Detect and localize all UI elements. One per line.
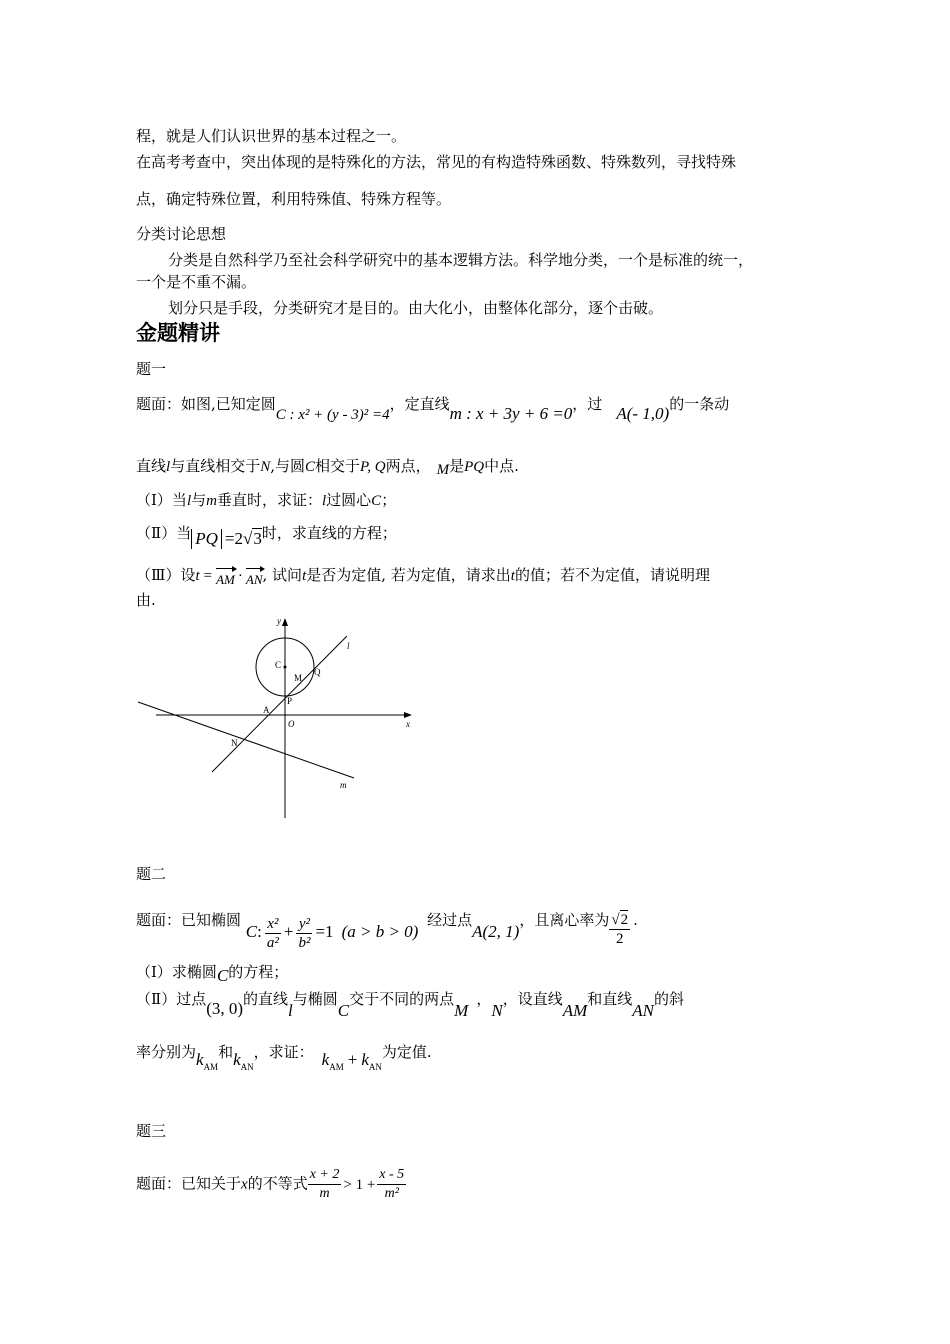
math-pq: PQ — [464, 459, 485, 475]
q1-line-2 — [136, 456, 519, 477]
subscript: AM — [203, 1062, 219, 1072]
vector-an: AN — [246, 568, 263, 590]
text: 相交于 — [315, 457, 361, 475]
numerator: x + 2 — [308, 1166, 342, 1185]
math-m: M — [436, 462, 450, 478]
label-l: l — [347, 641, 350, 651]
geometry-figure — [136, 612, 426, 822]
text: 率分别为 — [136, 1043, 197, 1061]
math-gt: > 1 + — [343, 1176, 376, 1193]
text: ，且离心率为 — [519, 911, 610, 929]
math-m: M — [454, 1001, 469, 1020]
math-am: AM — [562, 1001, 588, 1020]
denominator: b² — [298, 934, 311, 951]
text: 和直线 — [587, 990, 633, 1008]
point-a: A(- 1,0) — [616, 404, 670, 423]
math-c: C — [337, 1001, 350, 1020]
text: . — [633, 911, 638, 929]
point-a: A(2, 1) — [472, 922, 520, 941]
fraction-x-minus-5-over-m2 — [377, 1166, 406, 1203]
para1-line-1: 分类是自然科学乃至社会科学研究中的基本逻辑方法。科学地分类，一个是标准的统一， — [168, 251, 754, 269]
label-y: y — [277, 616, 281, 626]
numerator: x - 5 — [377, 1166, 406, 1185]
text: 的直线 — [243, 990, 289, 1008]
denominator: 2 — [615, 931, 624, 947]
fraction-x2-a2 — [265, 915, 281, 952]
math-l: l — [288, 1001, 293, 1020]
label-a: A — [263, 705, 270, 715]
math-c: C — [305, 459, 316, 475]
q2-label: 题二 — [136, 865, 167, 883]
q2-part-2 — [136, 989, 685, 1020]
subscript: AN — [368, 1062, 382, 1072]
fraction-y2-b2 — [296, 915, 312, 952]
numerator: y² — [296, 915, 312, 934]
text: 直线 — [136, 457, 167, 475]
math-plus: + — [283, 922, 294, 941]
math-t: t — [510, 568, 515, 584]
math-k: k — [361, 1050, 369, 1069]
q2-part-1 — [136, 962, 289, 985]
text: 垂直时，求证： — [216, 491, 322, 509]
math-n: N — [260, 459, 271, 475]
text: （Ⅰ）当 — [136, 491, 187, 509]
math-k: k — [321, 1050, 330, 1069]
math-eq: =1 — [315, 922, 334, 941]
vector-am: AM — [216, 568, 235, 590]
k-an-sum — [361, 1050, 382, 1072]
text: 中点. — [484, 457, 519, 475]
condition: (a > b > 0) — [341, 922, 419, 941]
denominator: m² — [384, 1186, 399, 1201]
subscript: AM — [329, 1062, 344, 1072]
math-dot: · — [237, 568, 243, 584]
text: 时，求直线的方程； — [261, 524, 397, 542]
q1-part-1 — [136, 490, 396, 511]
para1-line-2: 一个是不重不漏。 — [136, 273, 257, 291]
math-x: x — [241, 1176, 248, 1193]
math-c: C — [216, 966, 229, 985]
point-3-0: (3, 0) — [206, 999, 244, 1018]
label-o: O — [288, 719, 295, 729]
math-t: t — [195, 568, 200, 584]
fraction-sqrt2-2: $\frac{√2}{2}$ — [611, 912, 629, 947]
label-m: m — [340, 780, 347, 790]
math-c: C — [245, 922, 258, 941]
subscript: AN — [240, 1062, 254, 1072]
intro-line-2: 在高考考查中，突出体现的是特殊化的方法，常见的有构造特殊函数、特殊数列，寻找特殊 — [136, 153, 737, 171]
text: 与 — [191, 491, 207, 509]
denominator: m — [319, 1186, 330, 1201]
line-m — [138, 702, 354, 778]
text: 的斜 — [654, 990, 685, 1008]
label-x: x — [406, 719, 410, 729]
q1-stem-mid2: ，过 — [572, 395, 603, 413]
text: 题面：已知关于 — [136, 1174, 242, 1193]
q1-label: 题一 — [136, 360, 167, 378]
text: 题面：已知椭圆 — [136, 911, 242, 929]
math-k: k — [233, 1050, 241, 1069]
label-c: C — [275, 660, 282, 670]
label-n: N — [231, 738, 238, 748]
text: 经过点 — [427, 911, 473, 929]
math-colon: : — [257, 922, 262, 941]
fraction-x-plus-2-over-m — [308, 1166, 342, 1203]
q1-part-3-end: 由. — [136, 591, 156, 609]
k-am — [196, 1050, 219, 1072]
text: 两点， — [385, 457, 431, 475]
text: （Ⅲ）设 — [136, 566, 196, 584]
math-pq: P, Q — [360, 459, 386, 475]
text: 为定值. — [381, 1043, 432, 1061]
text: 的方程； — [228, 963, 289, 981]
denominator: a² — [266, 934, 279, 951]
text: ； — [381, 491, 397, 509]
text: ，设直线 — [502, 990, 563, 1008]
q1-part-3 — [136, 564, 710, 586]
q1-stem-end: 的一条动 — [669, 395, 730, 413]
circle-equation: C : x² + (y - 3)² =4 — [275, 407, 390, 423]
section-heading: 金题精讲 — [136, 321, 220, 345]
text: ,与圆 — [270, 457, 305, 475]
math-n: N — [491, 1001, 503, 1020]
x-arrow — [404, 712, 412, 718]
q2-stem — [136, 902, 638, 951]
math-k: k — [196, 1050, 204, 1069]
text: 的不等式 — [247, 1174, 308, 1193]
text: 的值；若不为定值，请说明理 — [514, 566, 710, 584]
math-eq: =2 — [224, 529, 243, 548]
text: （Ⅰ）求椭圆 — [136, 963, 217, 981]
numerator: x² — [265, 915, 281, 934]
math-l: l — [321, 493, 327, 509]
text: 是 — [449, 457, 465, 475]
math-eq: = — [203, 568, 213, 584]
q3-label: 题三 — [136, 1122, 167, 1140]
math-c: C — [371, 493, 382, 509]
k-an — [233, 1050, 254, 1072]
sqrt-2: 2 — [620, 912, 629, 928]
intro-line-1: 程，就是人们认识世界的基本过程之一。 — [136, 127, 407, 145]
text: （Ⅱ）当 — [136, 524, 192, 542]
text: ，求证： — [253, 1043, 314, 1061]
math-an: AN — [632, 1001, 654, 1020]
label-q: Q — [314, 667, 321, 677]
math-l: l — [186, 493, 192, 509]
math-plus: + — [347, 1050, 358, 1069]
text: 过圆心 — [326, 491, 372, 509]
text: 交于不同的两点 — [349, 990, 455, 1008]
q3-stem — [136, 1166, 406, 1203]
q1-stem-mid: ，定直线 — [389, 395, 450, 413]
text: ， — [476, 990, 492, 1008]
label-m-point: M — [294, 673, 303, 683]
text: , 试问 — [262, 566, 303, 584]
text: （Ⅱ）过点 — [136, 990, 207, 1008]
q1-stem — [136, 394, 730, 423]
abs-pq: PQ — [191, 529, 222, 549]
q1-part-2: （Ⅱ）当 PQ =2√3时，求直线的方程； — [136, 524, 397, 548]
text: 是否为定值, 若为定值，请求出 — [306, 566, 511, 584]
para2-line: 划分只是手段，分类研究才是目的。由大化小，由整体化部分，逐个击破。 — [168, 299, 664, 317]
q1-stem-prefix: 题面：如图,已知定圆 — [136, 395, 276, 413]
intro-line-3: 点，确定特殊位置，利用特殊值、特殊方程等。 — [136, 190, 452, 208]
label-p: P — [287, 696, 293, 706]
y-arrow — [282, 618, 288, 626]
sqrt-3: 3 — [253, 529, 262, 548]
text: 与直线相交于 — [170, 457, 261, 475]
text: 与椭圆 — [292, 990, 338, 1008]
math-m: m — [206, 493, 217, 509]
text: 和 — [218, 1043, 234, 1061]
q2-line-3 — [136, 1042, 432, 1072]
line-m-equation: m : x + 3y + 6 =0 — [449, 404, 573, 423]
math-t: t — [302, 568, 307, 584]
section-title: 分类讨论思想 — [136, 225, 227, 243]
center-c-dot — [284, 666, 287, 669]
k-am-sum — [321, 1050, 344, 1072]
math-l: l — [166, 459, 171, 475]
